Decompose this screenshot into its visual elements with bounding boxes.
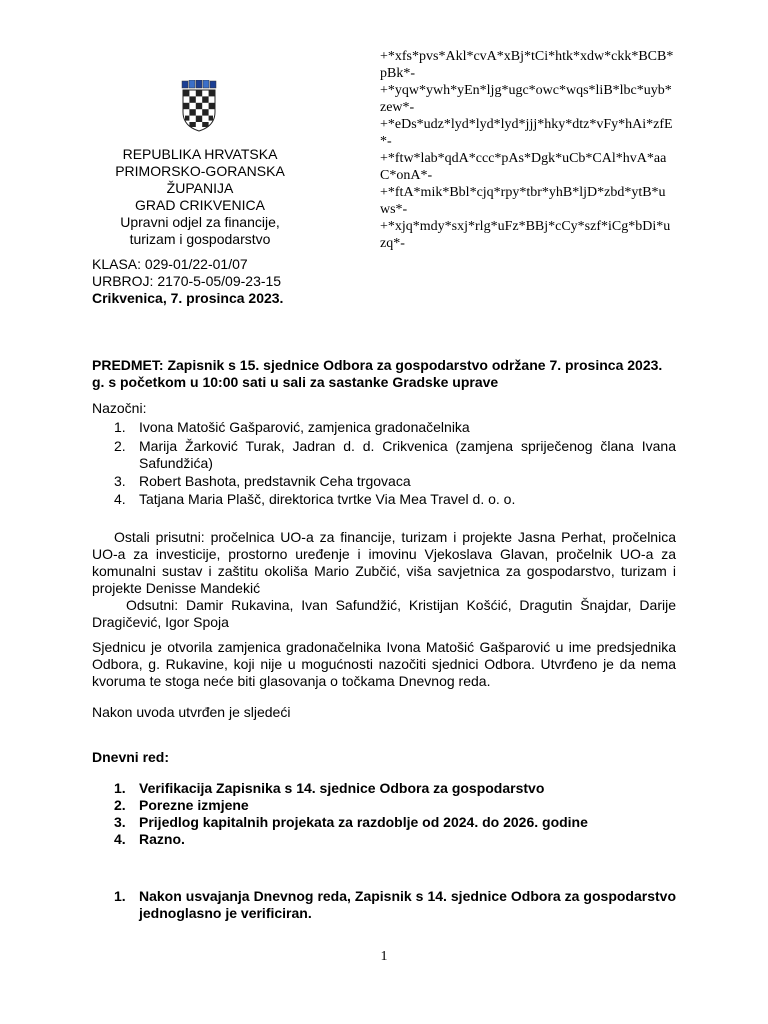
coat-of-arms-icon xyxy=(180,80,218,132)
barcode-line: ws*- xyxy=(380,202,408,217)
subject-line: g. s početkom u 10:00 sati u sali za sastanke Gradske uprave xyxy=(92,374,499,390)
barcode-line: +*ftA*mik*Bbl*cjq*rpy*tbr*yhB*ljD*zbd*ytB*u xyxy=(380,185,666,200)
klasa: KLASA: 029-01/22-01/07 xyxy=(92,256,248,272)
point-1 xyxy=(114,888,676,922)
list-item: 3. Robert Bashota, predstavnik Ceha trgovaca xyxy=(114,473,411,489)
list-item: 2. Porezne izmjene xyxy=(114,797,249,813)
barcode-line: +*eDs*udz*lyd*lyd*lyd*jjj*hky*dtz*vFy*hAi*zfE xyxy=(380,117,673,132)
barcode-line: +*xfs*pvs*Akl*cvA*xBj*tCi*htk*xdw*ckk*BCB* xyxy=(380,49,674,64)
list-item: 3. Prijedlog kapitalnih projekata za razdoblje od 2024. do 2026. godine xyxy=(114,814,588,830)
institution-header xyxy=(90,146,310,248)
barcode-line: +*yqw*ywh*yEn*ljg*ugc*owc*wqs*liB*lbc*uyb* xyxy=(380,83,672,98)
present-list xyxy=(114,419,676,508)
list-item: 1. Nakon usvajanja Dnevnog reda, Zapisnik s 14. sjednice Odbora za gospodarstvo jednoglasno je verificiran. xyxy=(114,888,676,921)
opening-paragraph: Sjednicu je otvorila zamjenica gradonačelnika Ivona Matošić Gašparović u ime predsjednika Odbora, g. Rukavine, koji nije u mogućnosti nazočiti sjednici Odbora. Utvrđeno je da nema kvoruma te stoga neće biti glasovanja o točkama Dnevnog reda. xyxy=(92,639,676,689)
list-item: 1. Verifikacija Zapisnika s 14. sjednice Odbora za gospodarstvo xyxy=(114,780,545,796)
agenda-label: Dnevni red: xyxy=(92,749,170,765)
barcode-line: +*ftw*lab*qdA*ccc*pAs*Dgk*uCb*CAl*hvA*aa xyxy=(380,151,667,166)
list-item: 2. Marija Žarković Turak, Jadran d. d. Crikvenica (zamjena spriječenog člana Ivana Safundžića) xyxy=(114,438,676,471)
urbroj: URBROJ: 2170-5-05/09-23-15 xyxy=(92,273,282,289)
document-meta xyxy=(92,256,392,307)
barcode-block xyxy=(380,48,720,252)
agenda-list xyxy=(114,780,676,848)
present-section xyxy=(92,400,676,508)
place-date: Crikvenica, 7. prosinca 2023. xyxy=(92,290,284,306)
header-line: REPUBLIKA HRVATSKA xyxy=(122,146,278,162)
header-line: PRIMORSKO-GORANSKA ŽUPANIJA xyxy=(115,163,285,196)
list-item: 4. Tatjana Maria Plašč, direktorica tvrtke Via Mea Travel d. o. o. xyxy=(114,491,516,507)
present-label: Nazočni: xyxy=(92,400,147,416)
others-present: Ostali prisutni: pročelnica UO-a za financije, turizam i projekte Jasna Perhat, pročelnica UO-a za investicije, prostorno uređenje i imovinu Vjekoslava Glavan, pročelnik UO-a za komunalni sustav i zaštitu okoliša Mario Zubčić, viša savjetnica za gospodarstvo, turizam i projekte Denisse Mandekić xyxy=(92,529,676,596)
intro-paragraph: Nakon uvoda utvrđen je sljedeći xyxy=(92,704,291,720)
barcode-line: C*onA*- xyxy=(380,168,433,183)
barcode-line: *- xyxy=(380,134,392,149)
header-line: turizam i gospodarstvo xyxy=(129,231,271,247)
barcode-line: +*xjq*mdy*sxj*rlg*uFz*BBj*cCy*szf*iCg*bDi*u xyxy=(380,219,671,234)
barcode-line: pBk*- xyxy=(380,66,415,81)
list-item: 1. Ivona Matošić Gašparović, zamjenica gradonačelnika xyxy=(114,419,470,435)
subject-line: PREDMET: Zapisnik s 15. sjednice Odbora za gospodarstvo održane 7. prosinca 2023. xyxy=(92,357,663,373)
barcode-line: zew*- xyxy=(380,100,415,115)
barcode-line: zq*- xyxy=(380,236,405,251)
header-line: Upravni odjel za financije, xyxy=(120,214,280,230)
page-number: 1 xyxy=(380,949,388,964)
header-line: GRAD CRIKVENICA xyxy=(135,197,265,213)
absent: Odsutni: Damir Rukavina, Ivan Safundžić, Kristijan Košćić, Dragutin Šnajdar, Darije Dragičević, Igor Spoja xyxy=(92,597,676,630)
list-item: 4. Razno. xyxy=(114,831,185,847)
subject xyxy=(92,357,692,391)
